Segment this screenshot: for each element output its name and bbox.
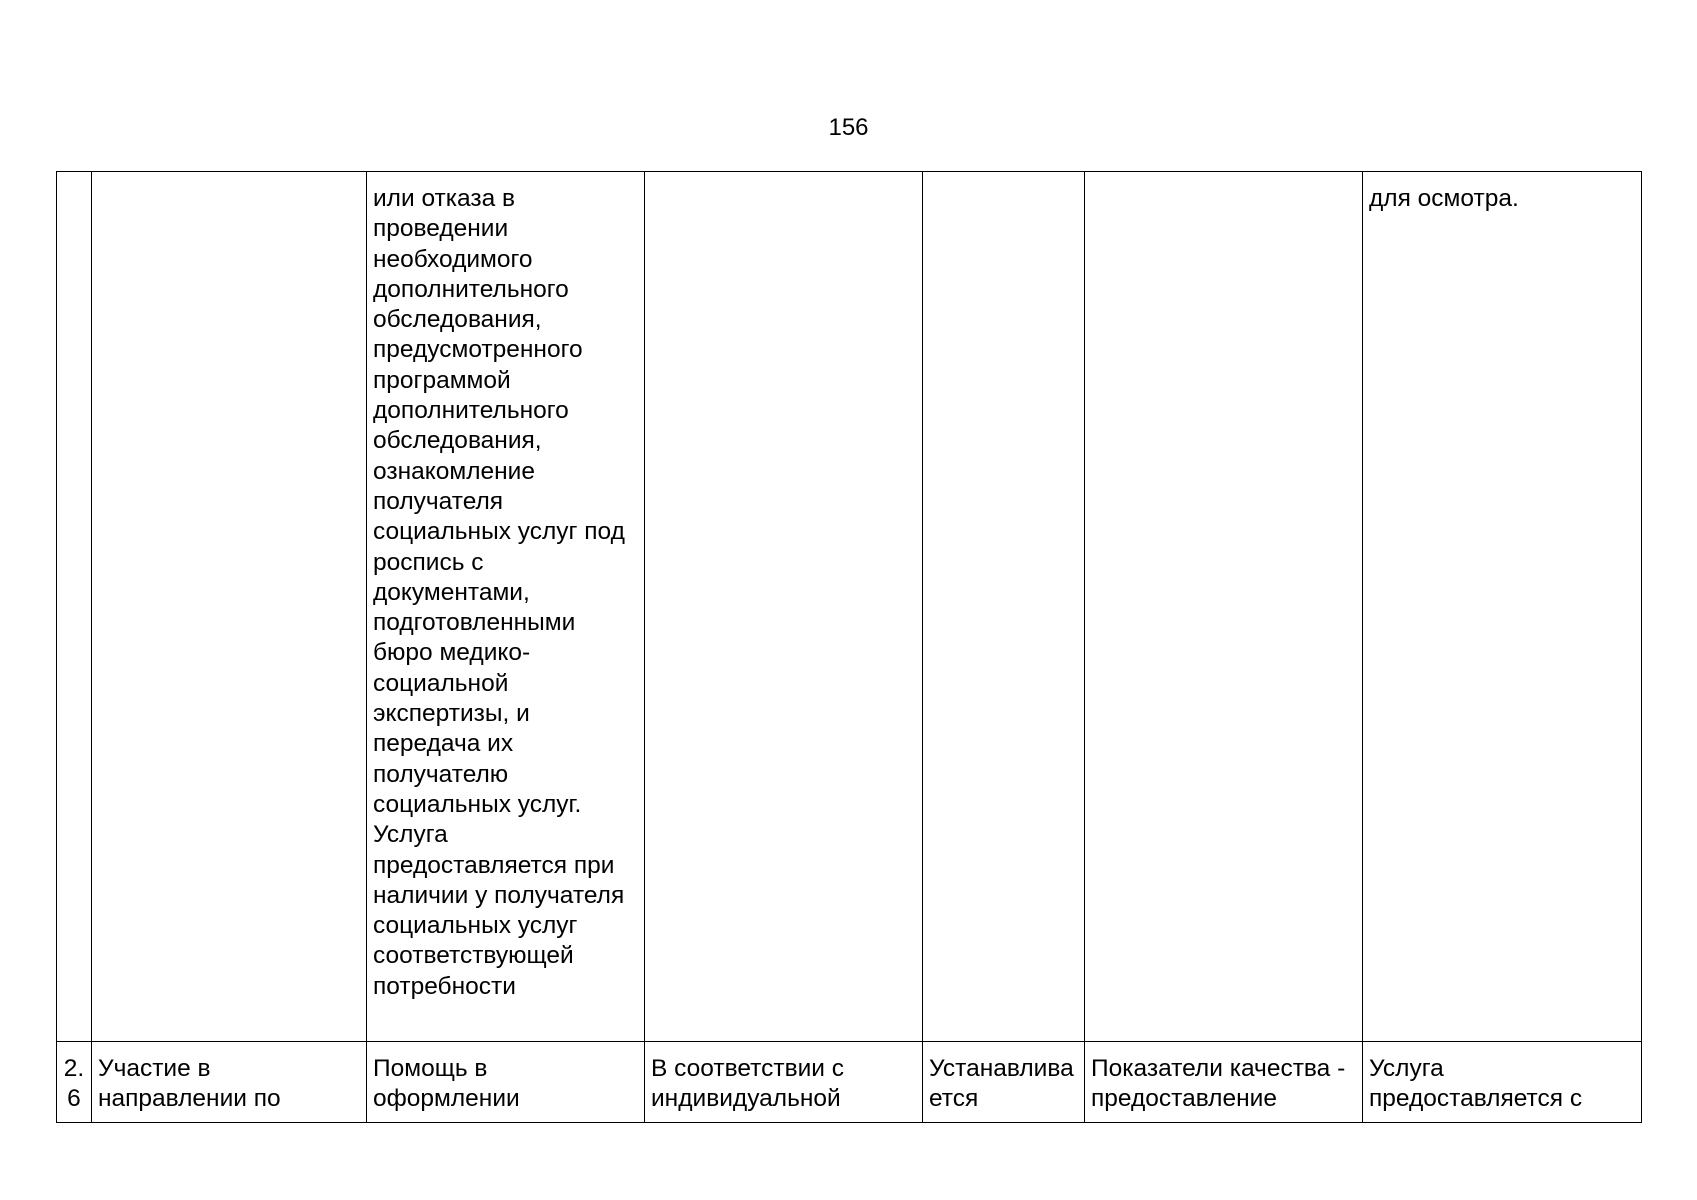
page-number: 156 [828,114,869,141]
cell-volume [645,172,923,1042]
cell-conditions: Услуга предоставляется с [1363,1042,1642,1123]
cell-quality [1085,172,1363,1042]
cell-quality: Показатели качества - предоставление [1085,1042,1363,1123]
cell-service-name [92,172,367,1042]
cell-conditions: для осмотра. [1363,172,1642,1042]
services-table [56,171,1642,1123]
cell-description: или отказа в проведении необходимого дополнительного обследования, предусмотренного программой дополнительного обследования, ознакомление получателя социальных услуг под роспись с документами, подготовленными бюро медико-социальной экспертизы, и передача их получателю социальных услуг. Услуга предоставляется при наличии у получателя социальных услуг соответствующей потребности [367,172,645,1042]
cell-number: 2.6 [57,1042,92,1123]
cell-service-name: Участие в направлении по [92,1042,367,1123]
cell-timing: Устанавливается [923,1042,1085,1123]
cell-number [57,172,92,1042]
cell-timing [923,172,1085,1042]
table-row [57,172,1642,1042]
table-row [57,1042,1642,1123]
cell-volume: В соответствии с индивидуальной [645,1042,923,1123]
cell-description: Помощь в оформлении [367,1042,645,1123]
